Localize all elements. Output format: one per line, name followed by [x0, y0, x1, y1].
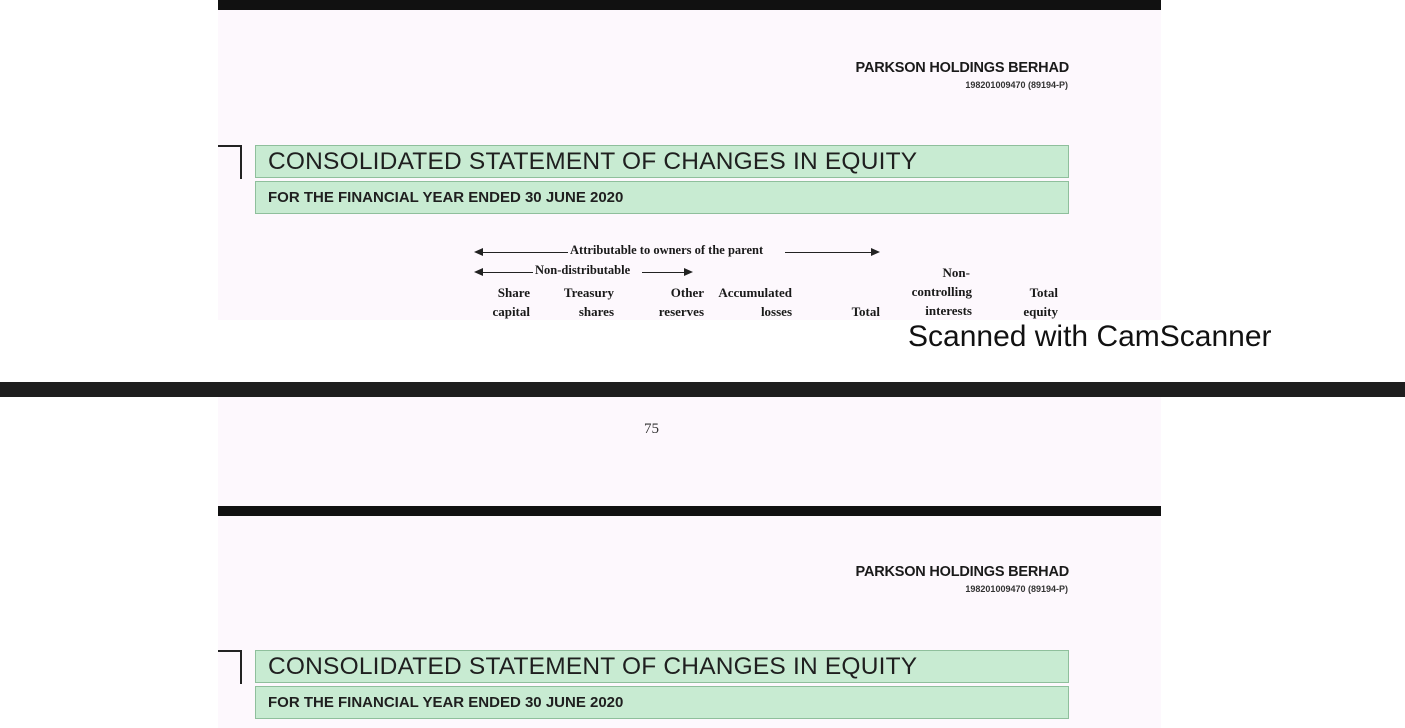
group-header-parent: Attributable to owners of the parent: [570, 243, 764, 257]
top-page: [218, 10, 1161, 320]
statement-subtitle: FOR THE FINANCIAL YEAR ENDED 30 JUNE 2020: [255, 686, 1069, 719]
statement-title: CONSOLIDATED STATEMENT OF CHANGES IN EQUITY: [255, 650, 1069, 683]
camscanner-watermark: Scanned with CamScanner: [908, 320, 1272, 353]
arrow-right-icon: [684, 268, 693, 276]
column-header-other-reserves: Other reserves: [658, 285, 704, 319]
column-header-non-controlling-interests: Non- controlling interests: [911, 265, 972, 318]
group-header-nondistributable: Non-distributable: [535, 263, 631, 277]
company-registration: 198201009470 (89194-P): [965, 584, 1068, 594]
company-name: PARKSON HOLDINGS BERHAD: [855, 60, 1069, 76]
bottom-page: [218, 397, 1161, 728]
column-header-share-capital: Share capital: [492, 285, 530, 319]
page-number: 75: [644, 421, 659, 437]
arrow-right-icon: [871, 248, 880, 256]
column-header-accumulated-losses: Accumulated losses: [718, 285, 792, 319]
column-header-total-equity: Total equity: [1023, 285, 1058, 319]
corner-mark: [218, 650, 242, 684]
bottom-page-rule: [218, 506, 1161, 516]
arrow-line: [480, 252, 568, 253]
arrow-line: [480, 272, 533, 273]
arrow-line: [642, 272, 686, 273]
top-page-rule: [218, 0, 1161, 10]
page-divider: [0, 382, 1405, 397]
column-header-total: Total: [851, 304, 880, 319]
arrow-line: [785, 252, 873, 253]
corner-mark: [218, 145, 242, 179]
statement-subtitle: FOR THE FINANCIAL YEAR ENDED 30 JUNE 2020: [255, 181, 1069, 214]
company-registration: 198201009470 (89194-P): [965, 80, 1068, 90]
column-header-treasury-shares: Treasury shares: [563, 285, 614, 319]
company-name: PARKSON HOLDINGS BERHAD: [855, 564, 1069, 580]
statement-title: CONSOLIDATED STATEMENT OF CHANGES IN EQUITY: [255, 145, 1069, 178]
